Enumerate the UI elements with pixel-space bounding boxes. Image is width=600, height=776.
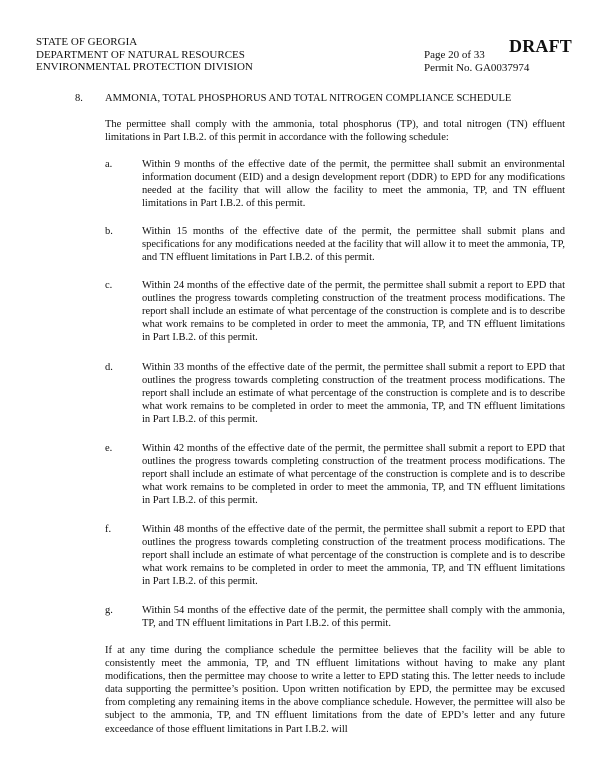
item-text: Within 24 months of the effective date of the permit, the permittee shall submit a report to EPD that outlines the progress towards completing construction of the treatment process modifications. The report shall include an estimate of what percentage of the construction is complete and is to describe what work remains to be completed in order to meet the ammonia, TP, and TN effluent limitations in Part I.B.2. of this permit. [142,280,565,344]
agency-line-state: STATE OF GEORGIA [36,36,138,48]
item-text: Within 54 months of the effective date of the permit, the permittee shall comply with the ammonia, TP, and TN effluent limitations in Part I.B.2. of this permit. [142,605,565,630]
section-number: 8. [75,93,83,104]
item-text: Within 15 months of the effective date of the permit, the permittee shall submit plans and specifications for any modifications needed at the facility that will allow it to meet the ammonia, TP, and TN effluent limitations in Part I.B.2. of this permit. [142,226,565,264]
item-letter: g. [105,605,113,616]
permit-number: Permit No. GA0037974 [424,61,530,74]
agency-header [36,36,253,74]
page-number: Page 20 of 33 [424,49,485,61]
draft-watermark-label: DRAFT [509,36,572,56]
agency-line-division: ENVIRONMENTAL PROTECTION DIVISION [36,61,253,74]
item-letter: c. [105,280,113,291]
item-letter: b. [105,226,113,237]
item-letter: e. [105,443,113,454]
section-title: AMMONIA, TOTAL PHOSPHORUS AND TOTAL NITROGEN COMPLIANCE SCHEDULE [105,93,512,104]
item-text: Within 33 months of the effective date of the permit, the permittee shall submit a report to EPD that outlines the progress towards completing construction of the treatment process modifications. The report shall include an estimate of what percentage of the construction is complete and is to describe what work remains to be completed in order to meet the ammonia, TP, and TN effluent limitations in Part I.B.2. of this permit. [142,362,565,426]
closing-paragraph: If at any time during the compliance schedule the permittee believes that the facility will be able to consistently meet the ammonia, TP, and TN effluent limitations without having to make any plant modifications, then the permittee may choose to write a letter to EPD stating this. The letter needs to include data supporting the permittee’s position. Upon written notification by EPD, the permittee may be excused from completing any remaining items in the above compliance schedule. However, the permittee will also be subject to the ammonia, TP, and TN effluent limitations from the date of EPD’s letter and any future exceedance of those effluent limitations in Part I.B.2. will [105,645,565,735]
item-text: Within 9 months of the effective date of the permit, the permittee shall submit an environmental information document (EID) and a design development report (DDR) to EPD for any modifications needed at the facility that will allow the facility to meet the ammonia, TP, and TN effluent limitations in Part I.B.2. of this permit. [142,159,565,210]
section-intro: The permittee shall comply with the ammonia, total phosphorus (TP), and total nitrogen (TN) effluent limitations in Part I.B.2. of this permit in accordance with the following schedule: [105,119,565,144]
item-text: Within 42 months of the effective date of the permit, the permittee shall submit a report to EPD that outlines the progress towards completing construction of the treatment process modifications. The report shall include an estimate of what percentage of the construction is complete and is to describe what work remains to be completed in order to meet the ammonia, TP, and TN effluent limitations in Part I.B.2. of this permit. [142,443,565,507]
item-text: Within 48 months of the effective date of the permit, the permittee shall submit a report to EPD that outlines the progress towards completing construction of the treatment process modifications. The report shall include an estimate of what percentage of the construction is complete and is to describe what work remains to be completed in order to meet the ammonia, TP, and TN effluent limitations in Part I.B.2. of this permit. [142,524,565,588]
agency-line-department: DEPARTMENT OF NATURAL RESOURCES [36,48,245,61]
item-letter: a. [105,159,113,170]
item-letter: f. [105,524,112,535]
item-letter: d. [105,362,113,373]
